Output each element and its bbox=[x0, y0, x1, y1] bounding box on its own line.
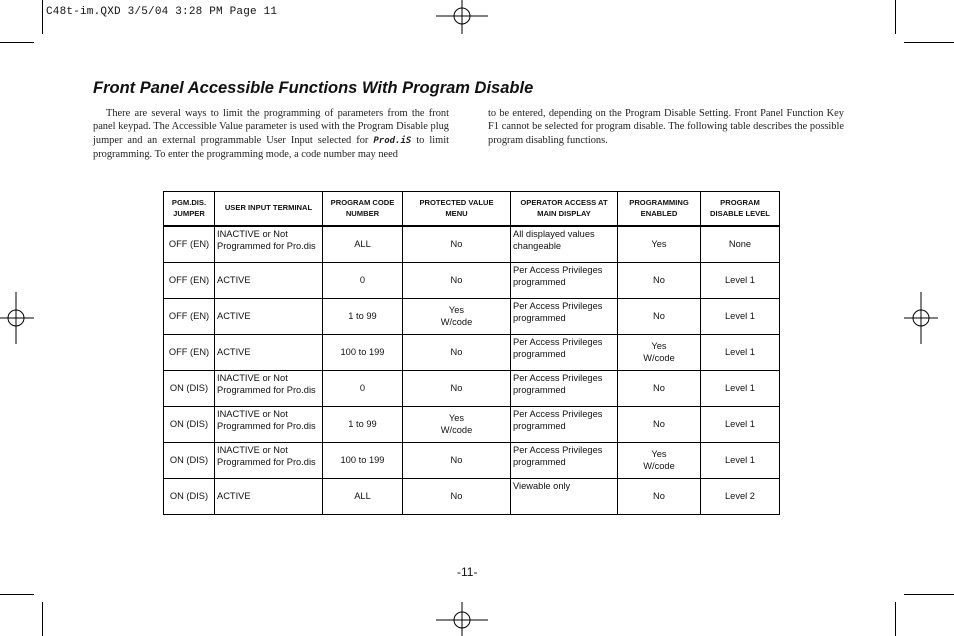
table-row bbox=[164, 479, 780, 515]
cell-line: Per Access Privileges bbox=[513, 409, 603, 419]
level-cell bbox=[701, 335, 780, 371]
table-row bbox=[164, 299, 780, 335]
cell-line: Programmed for Pro.dis bbox=[217, 240, 316, 251]
cell-line: W/code bbox=[643, 352, 675, 363]
header-line: PROTECTED VALUE bbox=[419, 198, 494, 207]
header-line: MENU bbox=[445, 208, 468, 218]
enabled-cell bbox=[618, 226, 701, 263]
cell-line: 1 to 99 bbox=[348, 418, 377, 429]
cell-line: 100 to 199 bbox=[340, 454, 385, 465]
crop-mark bbox=[904, 594, 954, 595]
cell-line: 100 to 199 bbox=[340, 346, 385, 357]
jumper-cell bbox=[164, 299, 215, 335]
cell-line: ON (DIS) bbox=[169, 418, 209, 429]
header-line: PGM.DIS. bbox=[171, 198, 207, 207]
enabled-cell bbox=[618, 443, 701, 479]
access-cell bbox=[511, 263, 618, 299]
cell-line: No bbox=[653, 274, 665, 285]
level-cell bbox=[701, 263, 780, 299]
menu-cell bbox=[403, 335, 511, 371]
cell-line: INACTIVE or Not bbox=[217, 445, 288, 455]
intro-paragraph-right: to be entered, depending on the Program Disable Setting. Front Panel Function Key F1 cannot be selected for program disable. The following table describes the possible program disabling functions. bbox=[488, 108, 844, 146]
terminal-cell bbox=[215, 407, 323, 443]
cell-line: Level 1 bbox=[725, 418, 755, 429]
level-cell bbox=[701, 407, 780, 443]
code-cell bbox=[323, 443, 403, 479]
crop-mark bbox=[42, 0, 43, 34]
crop-mark bbox=[0, 42, 34, 43]
registration-mark-icon bbox=[436, 0, 488, 34]
level-cell bbox=[701, 443, 780, 479]
cell-line: programmed bbox=[513, 348, 566, 359]
menu-cell bbox=[403, 299, 511, 335]
header-line: USER INPUT TERMINAL bbox=[224, 203, 313, 213]
cell-line: programmed bbox=[513, 456, 566, 467]
cell-line: Per Access Privileges bbox=[513, 265, 603, 275]
table-row bbox=[164, 443, 780, 479]
cell-line: Per Access Privileges bbox=[513, 445, 603, 455]
cell-line: No bbox=[653, 490, 665, 501]
cell-line: ACTIVE bbox=[217, 346, 251, 357]
cell-line: Per Access Privileges bbox=[513, 301, 603, 311]
menu-cell bbox=[403, 263, 511, 299]
code-cell bbox=[323, 299, 403, 335]
column-header bbox=[215, 192, 323, 227]
cell-line: Yes bbox=[448, 305, 465, 315]
jumper-cell bbox=[164, 226, 215, 263]
cell-line: 0 bbox=[359, 274, 366, 285]
cell-line: Level 1 bbox=[725, 274, 755, 285]
crop-mark bbox=[0, 594, 34, 595]
access-cell bbox=[511, 479, 618, 515]
crop-mark bbox=[42, 602, 43, 636]
cell-line: ALL bbox=[354, 490, 371, 501]
lcd-display-text: Prod.iS bbox=[373, 135, 412, 146]
header-line: PROGRAMMING bbox=[629, 198, 689, 207]
registration-mark-icon bbox=[0, 292, 34, 344]
menu-cell bbox=[403, 226, 511, 263]
column-header bbox=[701, 192, 780, 227]
registration-mark-icon bbox=[904, 292, 954, 344]
header-line: DISABLE LEVEL bbox=[710, 208, 770, 218]
column-header bbox=[323, 192, 403, 227]
cell-line: No bbox=[450, 238, 463, 249]
registration-mark-icon bbox=[436, 602, 488, 636]
table-row bbox=[164, 407, 780, 443]
cell-line: ON (DIS) bbox=[169, 382, 209, 393]
cell-line: ACTIVE bbox=[217, 490, 251, 501]
jumper-cell bbox=[164, 407, 215, 443]
access-cell bbox=[511, 443, 618, 479]
terminal-cell bbox=[215, 226, 323, 263]
enabled-cell bbox=[618, 479, 701, 515]
level-cell bbox=[701, 226, 780, 263]
jumper-cell bbox=[164, 479, 215, 515]
header-line: PROGRAM CODE bbox=[330, 198, 395, 207]
cell-line: No bbox=[653, 310, 665, 321]
cell-line: ALL bbox=[354, 238, 371, 249]
cell-line: None bbox=[728, 238, 752, 249]
cell-line: All displayed values bbox=[513, 229, 595, 239]
cell-line: ACTIVE bbox=[217, 274, 251, 285]
cell-line: OFF (EN) bbox=[168, 310, 210, 321]
cell-line: Per Access Privileges bbox=[513, 373, 603, 383]
cell-line: Per Access Privileges bbox=[513, 337, 603, 347]
terminal-cell bbox=[215, 479, 323, 515]
column-header bbox=[618, 192, 701, 227]
file-slug: C48t-im.QXD 3/5/04 3:28 PM Page 11 bbox=[46, 6, 278, 18]
menu-cell bbox=[403, 371, 511, 407]
cell-line: programmed bbox=[513, 312, 566, 323]
enabled-cell bbox=[618, 407, 701, 443]
crop-mark bbox=[895, 602, 896, 636]
column-header bbox=[403, 192, 511, 227]
menu-cell bbox=[403, 479, 511, 515]
cell-line: programmed bbox=[513, 276, 566, 287]
cell-line: ON (DIS) bbox=[169, 490, 209, 501]
access-cell bbox=[511, 226, 618, 263]
cell-line: No bbox=[653, 382, 665, 393]
header-line: OPERATOR ACCESS AT bbox=[520, 198, 608, 207]
cell-line: OFF (EN) bbox=[168, 346, 210, 357]
terminal-cell bbox=[215, 299, 323, 335]
crop-mark bbox=[904, 42, 954, 43]
cell-line: INACTIVE or Not bbox=[217, 373, 288, 383]
level-cell bbox=[701, 371, 780, 407]
cell-line: OFF (EN) bbox=[168, 238, 210, 249]
column-header bbox=[164, 192, 215, 227]
jumper-cell bbox=[164, 335, 215, 371]
crop-mark bbox=[895, 0, 896, 34]
cell-line: W/code bbox=[440, 316, 473, 327]
terminal-cell bbox=[215, 335, 323, 371]
cell-line: changeable bbox=[513, 240, 562, 251]
section-title: Front Panel Accessible Functions With Program Disable bbox=[93, 79, 534, 97]
cell-line: No bbox=[450, 490, 463, 501]
enabled-cell bbox=[618, 371, 701, 407]
menu-cell bbox=[403, 443, 511, 479]
cell-line: programmed bbox=[513, 384, 566, 395]
jumper-cell bbox=[164, 371, 215, 407]
enabled-cell bbox=[618, 335, 701, 371]
cell-line: Viewable only bbox=[513, 481, 571, 491]
terminal-cell bbox=[215, 263, 323, 299]
table-body bbox=[164, 226, 780, 515]
program-disable-table bbox=[163, 191, 780, 515]
terminal-cell bbox=[215, 371, 323, 407]
cell-line: 1 to 99 bbox=[348, 310, 377, 321]
header-line: PROGRAM bbox=[720, 198, 760, 207]
cell-line: programmed bbox=[513, 420, 566, 431]
cell-line: No bbox=[450, 454, 463, 465]
code-cell bbox=[323, 479, 403, 515]
code-cell bbox=[323, 263, 403, 299]
code-cell bbox=[323, 226, 403, 263]
cell-line: W/code bbox=[643, 460, 675, 471]
cell-line: Level 1 bbox=[725, 346, 755, 357]
cell-line: INACTIVE or Not bbox=[217, 229, 288, 239]
cell-line: Yes bbox=[651, 238, 667, 249]
cell-line: 0 bbox=[359, 382, 366, 393]
cell-line: Yes bbox=[651, 449, 667, 459]
cell-line: Programmed for Pro.dis bbox=[217, 384, 316, 395]
header-line: MAIN DISPLAY bbox=[537, 208, 591, 218]
table-row bbox=[164, 263, 780, 299]
page-number: -11- bbox=[457, 565, 478, 579]
cell-line: Level 1 bbox=[725, 310, 755, 321]
header-line: NUMBER bbox=[345, 208, 380, 218]
cell-line: Yes bbox=[448, 413, 465, 423]
cell-line: ACTIVE bbox=[217, 310, 251, 321]
table-header-row bbox=[164, 192, 780, 227]
access-cell bbox=[511, 299, 618, 335]
jumper-cell bbox=[164, 443, 215, 479]
cell-line: Level 2 bbox=[725, 490, 755, 501]
cell-line: Programmed for Pro.dis bbox=[217, 456, 316, 467]
cell-line: No bbox=[450, 274, 463, 285]
header-line: JUMPER bbox=[173, 208, 205, 218]
cell-line: No bbox=[653, 418, 665, 429]
table-row bbox=[164, 371, 780, 407]
jumper-cell bbox=[164, 263, 215, 299]
table-row bbox=[164, 335, 780, 371]
cell-line: ON (DIS) bbox=[169, 454, 209, 465]
code-cell bbox=[323, 371, 403, 407]
access-cell bbox=[511, 371, 618, 407]
cell-line: Yes bbox=[651, 341, 667, 351]
cell-line: Level 1 bbox=[725, 454, 755, 465]
intro-paragraph-left bbox=[93, 107, 449, 162]
cell-line: Programmed for Pro.dis bbox=[217, 420, 316, 431]
menu-cell bbox=[403, 407, 511, 443]
cell-line: W/code bbox=[440, 424, 473, 435]
intro-text: to limit programming. To enter the programming mode, a code number may need bbox=[93, 134, 449, 161]
intro-text: There are several ways to limit the programming of parameters from the front panel keypad. The Accessible Value parameter is used with the Program Disable plug jumper and an external programmable User Input selected for bbox=[93, 108, 449, 146]
access-cell bbox=[511, 407, 618, 443]
cell-line: No bbox=[450, 382, 463, 393]
enabled-cell bbox=[618, 299, 701, 335]
code-cell bbox=[323, 407, 403, 443]
header-line: ENABLED bbox=[640, 208, 678, 218]
cell-line: OFF (EN) bbox=[168, 274, 210, 285]
terminal-cell bbox=[215, 443, 323, 479]
access-cell bbox=[511, 335, 618, 371]
column-header bbox=[511, 192, 618, 227]
cell-line: Level 1 bbox=[725, 382, 755, 393]
cell-line: INACTIVE or Not bbox=[217, 409, 288, 419]
level-cell bbox=[701, 479, 780, 515]
code-cell bbox=[323, 335, 403, 371]
cell-line: No bbox=[450, 346, 463, 357]
table-row bbox=[164, 226, 780, 263]
level-cell bbox=[701, 299, 780, 335]
enabled-cell bbox=[618, 263, 701, 299]
